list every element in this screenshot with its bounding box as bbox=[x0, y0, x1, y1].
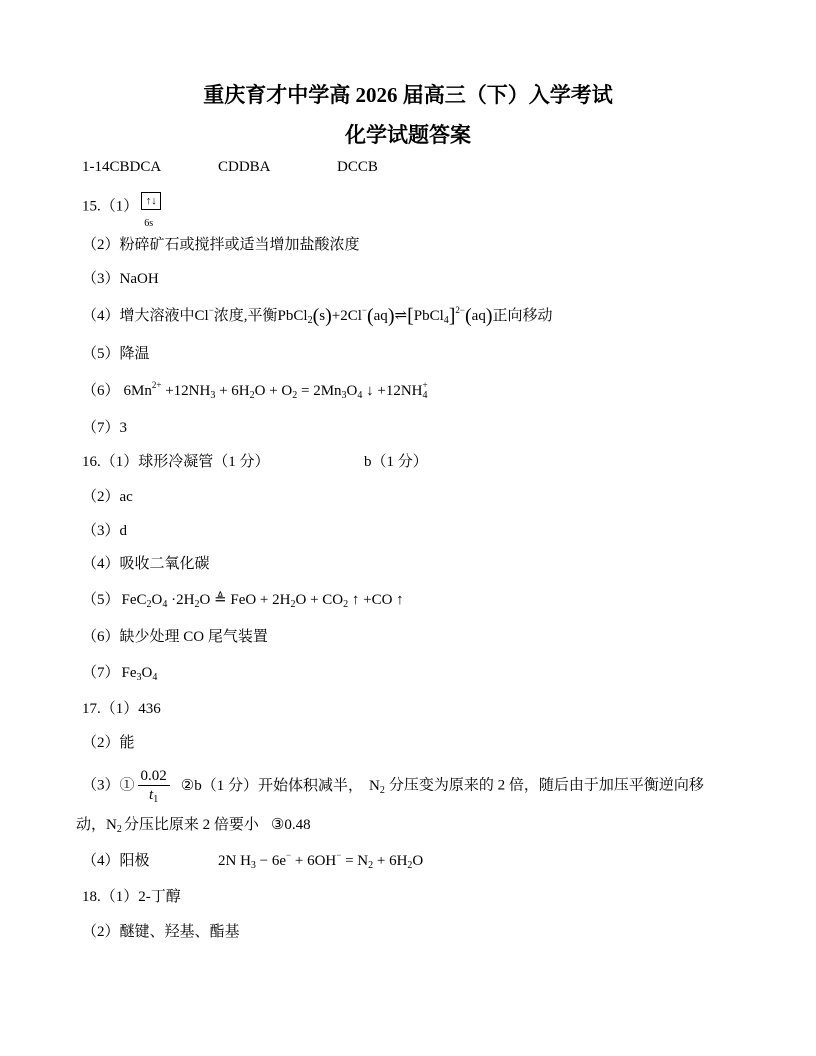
q17-part3 bbox=[82, 765, 704, 806]
q16-part1b: b（1 分） bbox=[364, 454, 428, 470]
q16-part4: （4）吸收二氧化碳 bbox=[82, 556, 210, 572]
q15-part5: （5）降温 bbox=[82, 346, 150, 362]
q15-part3: （3）NaOH bbox=[82, 271, 159, 287]
mc-group2: CDDBA bbox=[218, 159, 271, 175]
q15-part1 bbox=[82, 191, 162, 229]
q17-part4-label: （4）阳极 bbox=[82, 853, 150, 869]
orbital-diagram bbox=[140, 192, 162, 229]
equation-equilibrium: PbCl$_2$(s)+2Cl−(aq)⇌[PbCl$_4$]$^{2-}$(aq) bbox=[277, 305, 493, 327]
q18-part1: 18.（1）2-丁醇 bbox=[82, 889, 181, 905]
page-title: 重庆育才中学高 2026 届高三（下）入学考试 bbox=[203, 83, 613, 107]
q15-part4-mid: 浓度,平衡 bbox=[213, 308, 278, 324]
equation-mn-oxidation: $6Mn^{2+} +12NH_3 + 6H_2O + O_2 = 2Mn_3O_4$ ↓ $+12NH_4^+$ bbox=[123, 380, 428, 401]
q17-part3-cont bbox=[76, 815, 311, 835]
q17-part3-text-e: ③0.48 bbox=[270, 817, 311, 833]
fraction-numerator: 0.02 bbox=[138, 767, 170, 786]
mc-label: 1-14CBDCA bbox=[82, 159, 162, 175]
equation-ferrous-oxalate: $FeC_2O_4 \cdot 2H_2O$ ≜ FeO + $2H_2O + CO_2$ ↑ +CO ↑ bbox=[121, 592, 404, 610]
q15-part4-suffix: 正向移动 bbox=[492, 308, 553, 324]
q15-part6-label: （6） bbox=[82, 383, 120, 399]
equation-anode: 2N $H_3 - 6e^- + 6OH^- = N_2 + 6H_2O$ bbox=[218, 850, 424, 871]
q16-part5 bbox=[82, 590, 404, 610]
orbital-box: ↑↓ bbox=[141, 192, 161, 210]
q15-part4-prefix: （4）增大溶液中 bbox=[82, 308, 195, 324]
rate-fraction bbox=[138, 767, 170, 804]
q17-part3-text-c: 动， bbox=[76, 817, 107, 833]
q15-part6 bbox=[82, 381, 428, 401]
page-subtitle: 化学试题答案 bbox=[345, 123, 471, 147]
q15-part7: （7）3 bbox=[82, 420, 128, 436]
equation-chloride: Cl− bbox=[194, 305, 214, 324]
formula-n2-b: $N_2$ bbox=[106, 817, 122, 835]
fraction-denominator: $t_1$ bbox=[149, 787, 159, 806]
q17-part4 bbox=[82, 851, 150, 871]
q16-part3: （3）d bbox=[82, 523, 128, 539]
q17-part3-label: （3）① bbox=[82, 777, 135, 794]
mc-answers bbox=[82, 157, 161, 177]
q15-part4 bbox=[82, 306, 553, 326]
q16-part7 bbox=[82, 663, 157, 683]
q17-part3-text-b: 分压变为原来的 2 倍，随后由于加压平衡逆向移 bbox=[388, 777, 704, 794]
q16-part5-label: （5） bbox=[82, 592, 120, 608]
q15-part2: （2）粉碎矿石或搅拌或适当增加盐酸浓度 bbox=[82, 237, 360, 253]
mc-group3: DCCB bbox=[337, 159, 378, 175]
formula-n2: $N_2$ bbox=[368, 777, 385, 796]
q16-part2: （2）ac bbox=[82, 489, 133, 505]
orbital-label: 6s bbox=[144, 217, 154, 229]
q17-part3-text-d: 分压比原来 2 倍要小 bbox=[123, 817, 259, 833]
q17-part1: 17.（1）436 bbox=[82, 701, 161, 717]
q17-part3-text-a: ②b（1 分）开始体积减半， bbox=[180, 777, 363, 794]
formula-fe3o4: $Fe_3O_4$ bbox=[121, 665, 158, 683]
q17-part2: （2）能 bbox=[82, 735, 135, 751]
q15-label: 15.（1） bbox=[82, 198, 139, 215]
q16-part6: （6）缺少处理 CO 尾气装置 bbox=[82, 629, 268, 645]
q16-part1: 16.（1）球形冷凝管（1 分） bbox=[82, 454, 270, 470]
q18-part2: （2）醚键、羟基、酯基 bbox=[82, 924, 240, 940]
q16-part7-label: （7） bbox=[82, 665, 120, 681]
